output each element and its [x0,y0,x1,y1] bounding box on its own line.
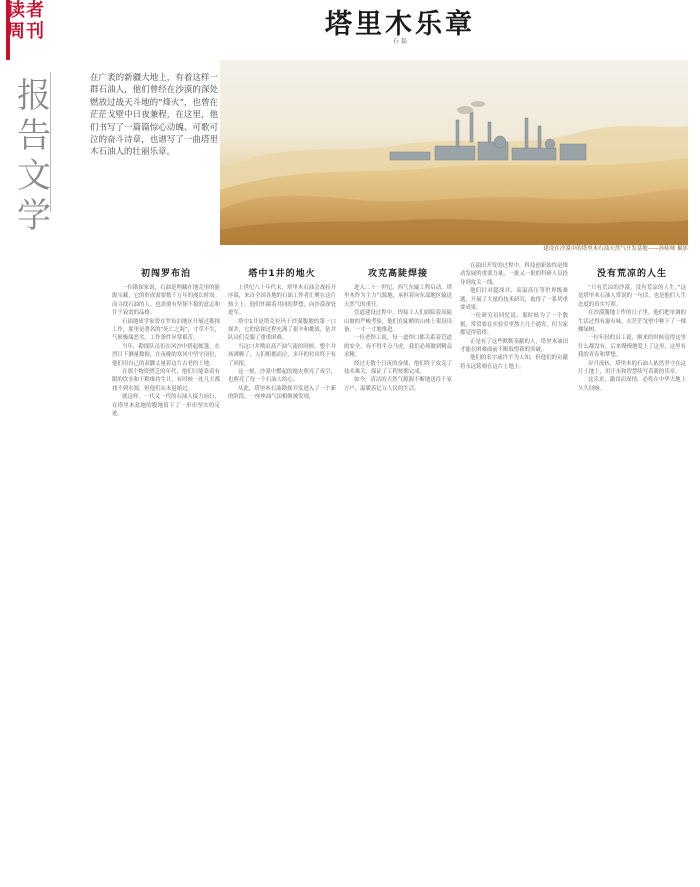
paragraph: 一位老焊工说，每一道焊口都关系着管道的安全，容不得半点马虎，我们必须做到精益求精。 [344,335,452,359]
paragraph: 经过无数个日夜的奋战，他们终于攻克了技术难关，保证了工程按期完成。 [344,360,452,376]
paragraph: 石油地质学家曾在罗布泊地区开展过勘探工作，那里是著名的“死亡之海”，寸草不生，气候极端恶劣，工作条件异常艰苦。 [112,318,220,342]
left-rail [0,0,62,887]
paragraph: 这一刻，沙漠中燃起的地火照亮了夜空，也照亮了每一个石油人的心。 [228,369,336,384]
article-author: 石 磊 [393,38,407,45]
paragraph: 这乐章，激昂而深情，必将在中华大地上久久回响。 [578,377,686,392]
paragraph: 在沙漠腹地工作的日子里，他们把单调的生活过得有滋有味，在茫茫戈壁中种下了一棵棵绿树。 [578,310,686,334]
desert-facility-photo [220,60,688,245]
article-column-4 [460,262,568,884]
article-column-1 [112,262,220,884]
section-heading: 攻克高陡焊接 [367,269,428,279]
paragraph: 正是有了这些默默奉献的人，塔里木油田才能在困难面前不断取得新的突破。 [460,338,568,354]
paragraph: “只有荒凉的沙漠，没有荒凉的人生。”这是塔里木石油人常说的一句话，也是他们人生态度的真实写照。 [578,285,686,308]
paragraph: 塔中1井是塔克拉玛干沙漠腹地的第一口探井，它的钻探过程充满了艰辛和挑战，钻井队员们克服了重重困难。 [228,318,336,342]
paragraph: 进入二十一世纪，西气东输工程启动，塔里木作为主力气源地，承担着向东部地区输送天然气的重任。 [344,285,452,308]
masthead-line2: 周刊 [7,21,45,42]
photo-caption: 建设在沙漠中的塔里木石油天然气开发基地——孙师师 摄影 [543,246,688,252]
paragraph: 在那个物资匮乏的年代，他们只能靠着有限的饮水和干粮维持生计，有时候一连几天都找不到水源，但他们从未退缩过。 [112,369,220,392]
paragraph: 在油田开发的过程中，科技创新始终是推动发展的重要力量，一批又一批的科研人员投身到攻关一线。 [460,263,568,286]
article-column-3 [344,262,452,884]
section-heading: 没有荒凉的人生 [596,269,667,279]
paragraph: 如今，清洁的天然气源源不断地送往千家万户，温暖着亿万人民的生活。 [344,377,452,392]
article-column-2 [228,262,336,884]
paragraph: 当年，勘探队员们在风沙中搭起帐篷，在烈日下测量数据，在夜晚的寒风中坚守岗位，他们用自己的双脚丈量着这片古老的土地。 [112,343,220,367]
paragraph: 上世纪八十年代末，塔里木石油会战拉开序幕，来自全国各地的石油工作者汇聚在这片热土上，他们怀揣着共同的梦想，向沙漠深处进军。 [228,285,336,317]
paragraph: 一位年轻的员工说，刚来的时候觉得这里什么都没有，后来慢慢地爱上了这里，这里有我的青春和梦想。 [578,335,686,359]
article-column-5 [578,262,686,884]
paragraph: 一位勘探家说，石油是埋藏在地壳里的能源宝藏，它的形成需要数千万年的漫长时间。而寻找石油的人，也需要有坚韧不拔的意志和甘于寂寞的品格。 [112,285,220,317]
masthead-line1: 读者 [7,0,45,21]
paragraph: 他们针对超深井、高温高压等世界级难题，开展了大量的技术研究，取得了一系列重要成果。 [460,288,568,312]
paragraph: 当这口井喷出高产油气流的时候，整个井场沸腾了，人们相拥而泣，多年的付出终于有了回报。 [228,343,336,367]
paragraph: 岁月流转，塔里木的石油人依然坚守在这片土地上，用汗水和智慧续写着新的乐章。 [578,360,686,376]
paragraph: 一位研究员回忆说，那时候为了一个数据，常常要在实验室里熬上几个通宵，但大家都觉得值得。 [460,313,568,337]
masthead-logo [6,0,46,64]
section-title: 报告文学 [17,76,51,236]
article-intro: 在广袤的新疆大地上，有着这样一群石油人，他们曾经在沙漠的深处燃放过战天斗地的“烽火”，也曾在茫茫戈壁中日夜兼程，在这里，他们书写了一篇篇惊心动魄、可歌可泣的奋斗诗章，也谱写了一曲塔里木石油人的壮丽乐章。 [90,73,218,158]
paragraph: 管道建设过程中，焊接工人们面临着高陡山坡的严峻考验，他们在陡峭的山体上架设设备，一寸一寸地推进。 [344,310,452,334]
article-title: 塔里木乐章 [325,9,475,40]
section-heading: 初闯罗布泊 [140,269,191,279]
paragraph: 他们的名字或许不为人知，但他们的贡献将永远铭刻在这片土地上。 [460,355,568,370]
paragraph: 就这样，一代又一代的石油人接力前行，在塔里木盆地的腹地留下了一串串坚实的足迹。 [112,394,220,418]
paragraph: 从此，塔里木石油勘探开发进入了一个新的阶段，一座座油气田相继被发现。 [228,385,336,401]
photo-illustration [220,60,688,245]
section-heading: 塔中1井的地火 [248,269,316,279]
